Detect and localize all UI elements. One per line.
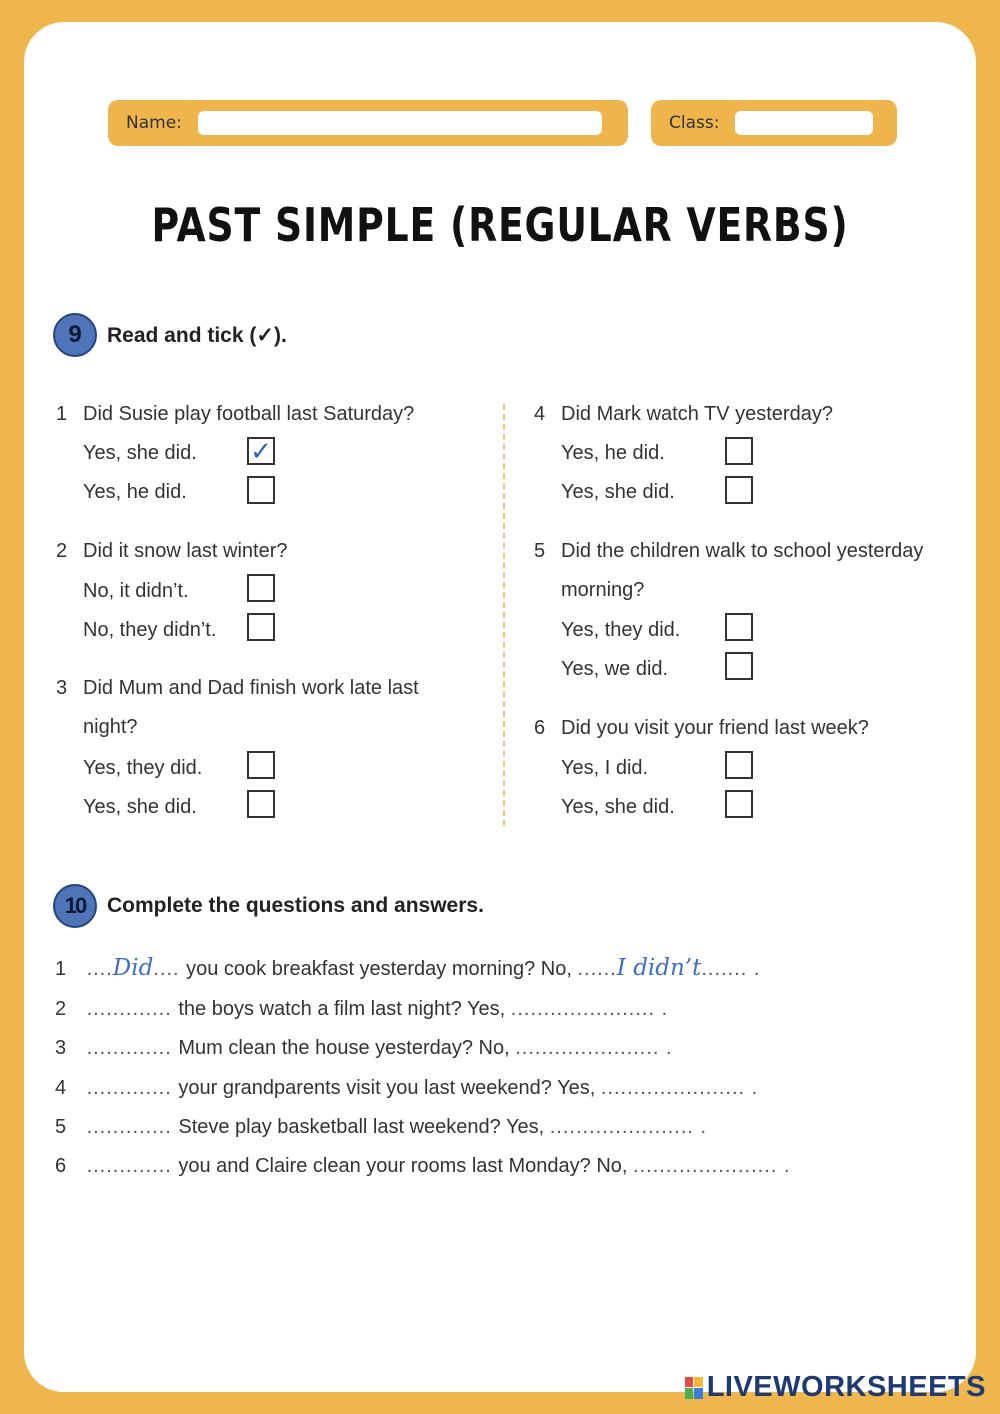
question-number: 4 bbox=[534, 403, 546, 425]
answer-blank-2[interactable]: ...................... . bbox=[510, 998, 669, 1020]
line-text: the boys watch a film last night? Yes, bbox=[178, 998, 506, 1020]
question-6 bbox=[534, 709, 869, 748]
option-label: Yes, they did. bbox=[83, 757, 203, 779]
option-label: Yes, they did. bbox=[561, 619, 681, 641]
column-divider bbox=[503, 404, 505, 826]
option-label: Yes, she did. bbox=[561, 796, 675, 818]
tick-box[interactable] bbox=[725, 613, 753, 641]
class-label: Class: bbox=[669, 113, 720, 133]
question-number: 3 bbox=[56, 677, 68, 699]
liveworksheets-logo bbox=[685, 1371, 986, 1404]
question-number: 2 bbox=[56, 540, 68, 562]
tick-box[interactable] bbox=[247, 476, 275, 504]
logo-text: LIVEWORKSHEETS bbox=[706, 1371, 986, 1403]
name-input[interactable] bbox=[198, 111, 602, 135]
exercise-9-number: 9 bbox=[53, 313, 97, 357]
question-number: 5 bbox=[534, 540, 546, 562]
line-text: Mum clean the house yesterday? No, bbox=[178, 1037, 510, 1059]
question-2 bbox=[56, 532, 288, 571]
completion-line-1: 1 ....Did.... you cook breakfast yesterday morning? No, ......I didn’t....... . bbox=[55, 955, 761, 981]
option-label: Yes, he did. bbox=[561, 442, 665, 464]
exercise-10-instruction: Complete the questions and answers. bbox=[107, 894, 484, 917]
class-field-bar bbox=[651, 100, 897, 146]
question-5 bbox=[534, 532, 961, 610]
line-number: 4 bbox=[55, 1077, 67, 1099]
answer-blank-1[interactable]: Did bbox=[112, 955, 154, 981]
line-number: 2 bbox=[55, 998, 67, 1020]
tick-box[interactable] bbox=[725, 476, 753, 504]
exercise-9-instruction: Read and tick (✓). bbox=[107, 323, 287, 347]
answer-blank-1[interactable]: ............. bbox=[86, 998, 179, 1020]
question-text: Did the children walk to school yesterday morning? bbox=[561, 540, 924, 601]
name-field-bar bbox=[108, 100, 628, 146]
question-text: Did Mum and Dad finish work late last night? bbox=[83, 677, 419, 738]
question-text: Did Mark watch TV yesterday? bbox=[561, 403, 833, 425]
line-number: 1 bbox=[55, 958, 67, 980]
answer-blank-2[interactable]: ...................... . bbox=[515, 1037, 673, 1059]
completion-line-2 bbox=[55, 998, 668, 1021]
answer-blank-1[interactable]: ............. bbox=[86, 1037, 179, 1059]
liveworksheets-logo-icon bbox=[685, 1377, 703, 1399]
tick-box[interactable] bbox=[247, 574, 275, 602]
answer-blank-2[interactable]: ...................... . bbox=[549, 1116, 708, 1138]
completion-line-5 bbox=[55, 1116, 707, 1139]
tick-box[interactable] bbox=[247, 613, 275, 641]
page-title: PAST SIMPLE (REGULAR VERBS) bbox=[151, 198, 849, 252]
question-3 bbox=[56, 669, 463, 747]
tick-box[interactable]: ✓ bbox=[247, 437, 275, 465]
tick-box[interactable] bbox=[725, 790, 753, 818]
question-number: 1 bbox=[56, 403, 68, 425]
completion-line-6 bbox=[55, 1155, 790, 1178]
line-number: 6 bbox=[55, 1155, 67, 1177]
completion-line-3 bbox=[55, 1037, 673, 1060]
class-input[interactable] bbox=[735, 111, 873, 135]
tick-box[interactable] bbox=[725, 652, 753, 680]
line-text: you and Claire clean your rooms last Monday? No, bbox=[178, 1155, 628, 1177]
answer-blank-1[interactable]: ............. bbox=[86, 1155, 179, 1177]
line-text: Steve play basketball last weekend? Yes, bbox=[178, 1116, 545, 1138]
option-label: Yes, he did. bbox=[83, 481, 187, 503]
answer-blank-2[interactable]: ...................... . bbox=[633, 1155, 791, 1177]
question-text: Did you visit your friend last week? bbox=[561, 717, 869, 739]
answer-blank-2[interactable]: ...................... . bbox=[600, 1077, 759, 1099]
question-text: Did Susie play football last Saturday? bbox=[83, 403, 415, 425]
option-label: Yes, she did. bbox=[83, 796, 197, 818]
tick-box[interactable] bbox=[725, 751, 753, 779]
name-label: Name: bbox=[126, 113, 182, 133]
option-label: Yes, she did. bbox=[561, 481, 675, 503]
option-label: Yes, we did. bbox=[561, 658, 669, 680]
question-4 bbox=[534, 395, 833, 434]
exercise-9-header bbox=[53, 313, 287, 357]
answer-blank-1[interactable]: ............. bbox=[86, 1077, 179, 1099]
completion-line-4 bbox=[55, 1077, 758, 1100]
option-label: Yes, she did. bbox=[83, 442, 197, 464]
question-number: 6 bbox=[534, 717, 546, 739]
line-text: your grandparents visit you last weekend? Yes, bbox=[178, 1077, 596, 1099]
question-1 bbox=[56, 395, 415, 434]
option-label: No, it didn’t. bbox=[83, 580, 189, 602]
question-text: Did it snow last winter? bbox=[83, 540, 288, 562]
tick-box[interactable] bbox=[725, 437, 753, 465]
answer-blank-1[interactable]: ............. bbox=[86, 1116, 179, 1138]
answer-blank-2[interactable]: I didn’t bbox=[616, 955, 702, 981]
option-label: No, they didn’t. bbox=[83, 619, 217, 641]
line-number: 5 bbox=[55, 1116, 67, 1138]
exercise-10-number: 10 bbox=[53, 884, 97, 928]
line-number: 3 bbox=[55, 1037, 67, 1059]
option-label: Yes, I did. bbox=[561, 757, 649, 779]
line-text: you cook breakfast yesterday morning? No, bbox=[186, 958, 572, 980]
tick-box[interactable] bbox=[247, 790, 275, 818]
exercise-10-header bbox=[53, 884, 484, 928]
tick-box[interactable] bbox=[247, 751, 275, 779]
